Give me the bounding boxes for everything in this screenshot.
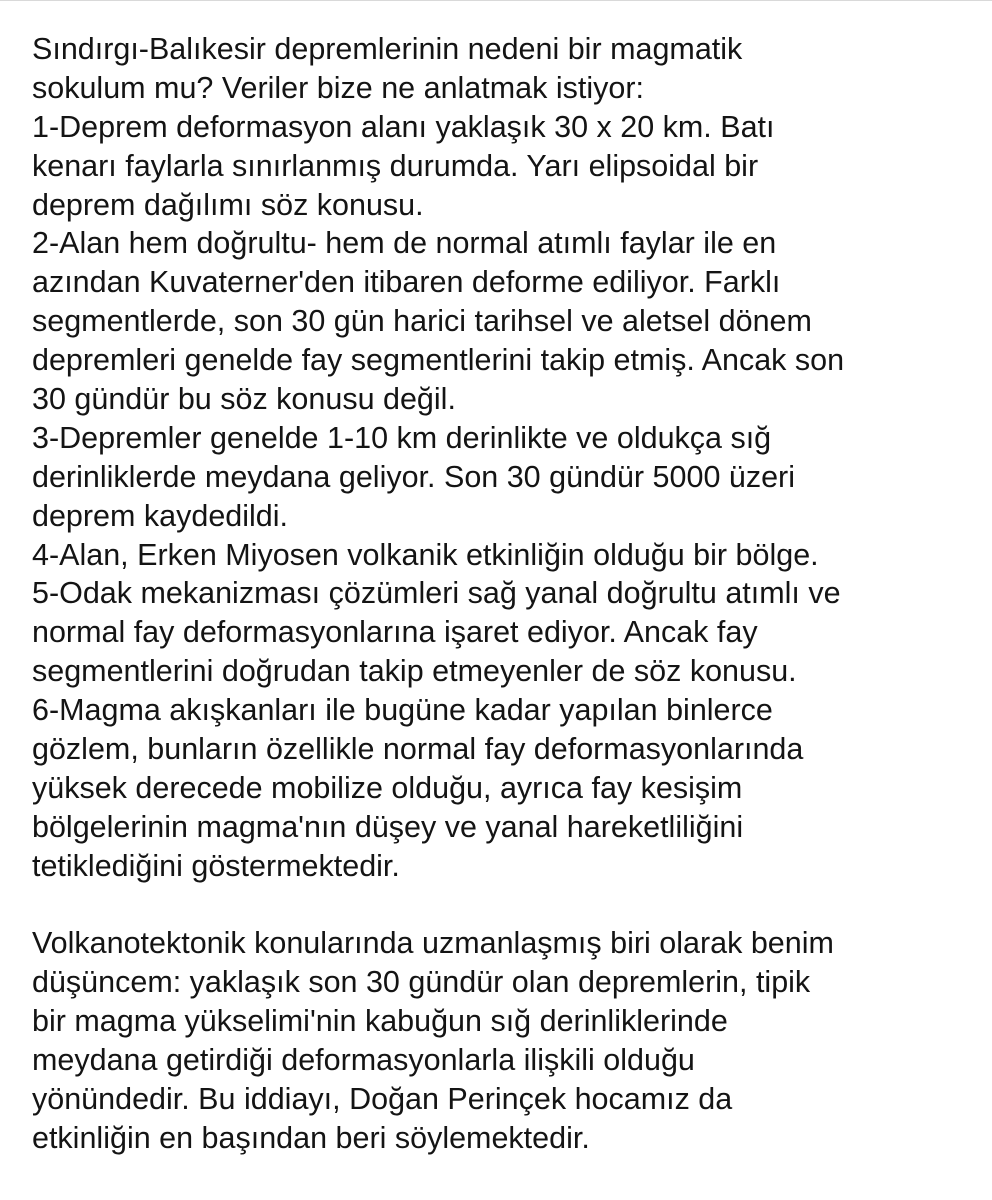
- text-line: etkinliğin en başından beri söylemektedir.: [32, 1120, 590, 1155]
- paragraph-gap: [32, 886, 972, 925]
- text-line: 30 gündür bu söz konusu değil.: [32, 382, 456, 417]
- text-line: depremleri genelde fay segmentlerini takip etmiş. Ancak son: [32, 343, 845, 378]
- text-line: 6-Magma akışkanları ile bugüne kadar yapılan binlerce: [32, 693, 773, 728]
- text-line: segmentlerini doğrudan takip etmeyenler de söz konusu.: [32, 654, 797, 689]
- text-line: 4-Alan, Erken Miyosen volkanik etkinliğin olduğu bir bölge.: [32, 537, 819, 572]
- text-line: 5-Odak mekanizması çözümleri sağ yanal doğrultu atımlı ve: [32, 576, 841, 611]
- text-line: yüksek derecede mobilize olduğu, ayrıca fay kesişim: [32, 770, 743, 805]
- paragraph-2: [32, 924, 972, 1157]
- text-line: düşüncem: yaklaşık son 30 gündür olan depremlerin, tipik: [32, 965, 811, 1000]
- text-line: yönündedir. Bu iddiayı, Doğan Perinçek hocamız da: [32, 1082, 733, 1117]
- text-line: bir magma yükselimi'nin kabuğun sığ derinliklerinde: [32, 1004, 728, 1039]
- text-line: 3-Depremler genelde 1-10 km derinlikte ve oldukça sığ: [32, 420, 772, 455]
- text-line: azından Kuvaterner'den itibaren deforme ediliyor. Farklı: [32, 265, 781, 300]
- top-divider: [0, 0, 992, 1]
- text-line: derinliklerde meydana geliyor. Son 30 gündür 5000 üzeri: [32, 459, 795, 494]
- text-line: normal fay deformasyonlarına işaret ediyor. Ancak fay: [32, 615, 758, 650]
- text-line: sokulum mu? Veriler bize ne anlatmak istiyor:: [32, 70, 644, 105]
- text-line: tetiklediğini göstermektedir.: [32, 848, 400, 883]
- text-line: meydana getirdiği deformasyonlarla ilişkili olduğu: [32, 1043, 695, 1078]
- text-line: deprem dağılımı söz konusu.: [32, 187, 424, 222]
- text-line: deprem kaydedildi.: [32, 498, 289, 533]
- text-line: gözlem, bunların özellikle normal fay deformasyonlarında: [32, 732, 804, 767]
- text-line: 1-Deprem deformasyon alanı yaklaşık 30 x 20 km. Batı: [32, 109, 775, 144]
- text-line: 2-Alan hem doğrultu- hem de normal atımlı faylar ile en: [32, 226, 777, 261]
- text-line: Volkanotektonik konularında uzmanlaşmış biri olarak benim: [32, 926, 834, 961]
- post-text: [32, 30, 972, 1158]
- text-line: segmentlerde, son 30 gün harici tarihsel ve aletsel dönem: [32, 304, 812, 339]
- text-line: bölgelerinin magma'nın düşey ve yanal hareketliliğini: [32, 809, 744, 844]
- paragraph-1: [32, 30, 972, 886]
- text-line: kenarı faylarla sınırlanmış durumda. Yarı elipsoidal bir: [32, 148, 759, 183]
- text-line: Sındırgı-Balıkesir depremlerinin nedeni bir magmatik: [32, 32, 743, 66]
